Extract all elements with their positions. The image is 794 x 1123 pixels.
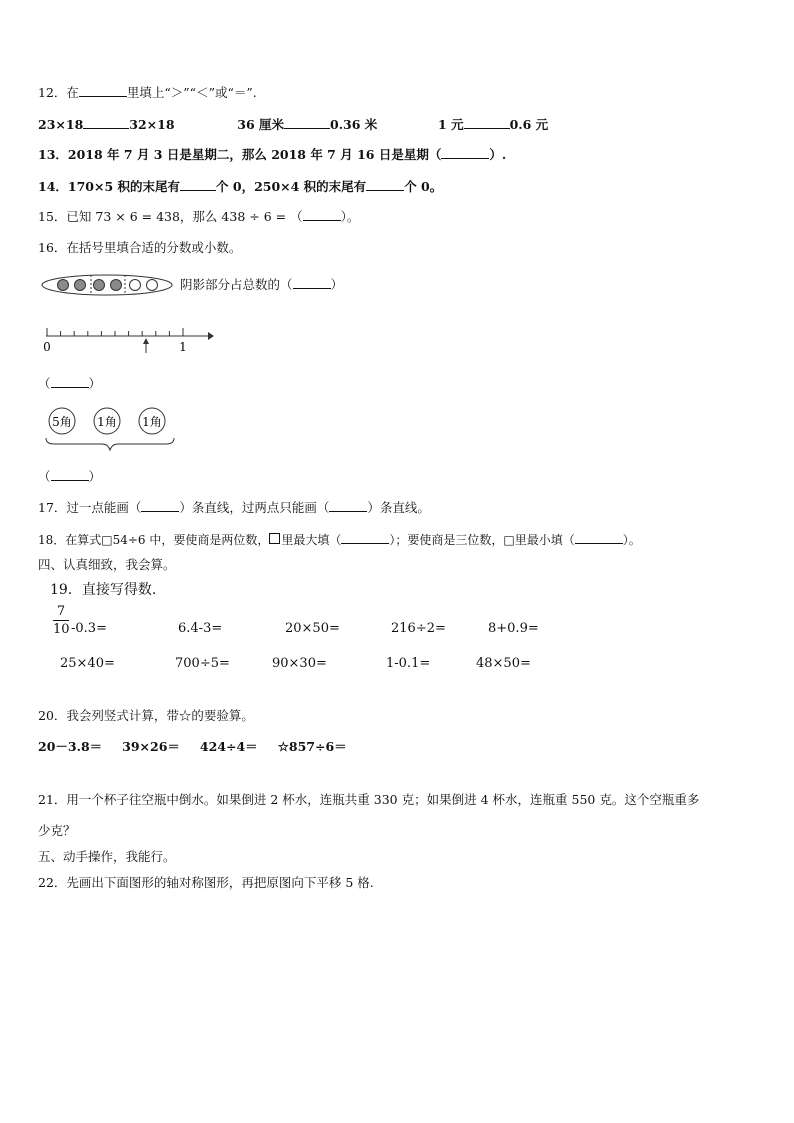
q21-line-2: 少克？	[38, 823, 76, 838]
calc-item: 8+0.9=	[488, 621, 539, 636]
answer-blank[interactable]	[293, 277, 331, 289]
answer-blank[interactable]	[329, 500, 367, 512]
calc-item: 48×50=	[476, 656, 531, 671]
q13: 13．2018 年 7 月 3 日是星期二，那么 2018 年 7 月 16 日是星期（ ）.	[38, 147, 507, 162]
answer-blank[interactable]	[284, 116, 330, 129]
section-5-heading: 五、动手操作，我能行。	[38, 849, 176, 864]
empty-circle	[130, 280, 141, 291]
arrow-head-icon	[208, 332, 214, 340]
pointer-arrowhead-icon	[143, 338, 149, 344]
calc-item: -0.3=	[71, 621, 107, 636]
coins-figure	[42, 404, 178, 452]
answer-blank[interactable]	[141, 500, 179, 512]
q19-title: 19．直接写得数.	[50, 582, 157, 598]
empty-circle	[147, 280, 158, 291]
calc-item: 216÷2=	[391, 621, 446, 636]
q15: 15．已知 73 × 6 = 438，那么 438 ÷ 6 = （ ）。	[38, 209, 360, 224]
coin-label: 1角	[142, 415, 162, 429]
answer-blank[interactable]	[51, 376, 89, 388]
answer-blank[interactable]	[441, 147, 489, 159]
shaded-circles-figure	[40, 272, 176, 298]
answer-blank[interactable]	[180, 178, 216, 191]
box-icon	[269, 533, 280, 544]
fraction: 7 10	[53, 604, 70, 637]
answer-blank[interactable]	[366, 178, 404, 191]
calc-item: 90×30=	[272, 656, 327, 671]
coin-label: 1角	[97, 415, 117, 429]
answer-blank[interactable]	[51, 469, 89, 481]
q16-answer-3: （ ）	[38, 469, 102, 484]
number-line	[38, 322, 218, 358]
q20-title: 20．我会列竖式计算，带☆的要验算。	[38, 708, 254, 723]
brace-icon	[46, 438, 174, 450]
answer-blank[interactable]	[464, 116, 510, 129]
calc-item: 1-0.1=	[386, 656, 431, 671]
answer-blank[interactable]	[83, 116, 129, 129]
answer-blank[interactable]	[79, 84, 127, 97]
shaded-circle	[94, 280, 105, 291]
q20-items: 20－3.8＝ 39×26＝ 424÷4＝ ☆857÷6＝	[38, 739, 347, 754]
q16-stem: 16．在括号里填合适的分数或小数。	[38, 240, 242, 255]
calc-item: 20×50=	[285, 621, 340, 636]
fig1-caption: 阴影部分占总数的（ ）	[180, 277, 344, 292]
answer-blank[interactable]	[303, 209, 341, 221]
q16-answer-2: （ ）	[38, 376, 102, 391]
shaded-circle	[111, 280, 122, 291]
answer-blank[interactable]	[341, 532, 389, 544]
q17: 17．过一点能画（ ）条直线，过两点只能画（ ）条直线。	[38, 500, 430, 515]
calc-item: 25×40=	[60, 656, 115, 671]
section-4-heading: 四、认真细致，我会算。	[38, 557, 176, 572]
q12-items: 23×18 32×18 36 厘米 0.36 米 1 元 0.6 元	[38, 117, 549, 132]
calc-item: 700÷5=	[175, 656, 230, 671]
q21-line-1: 21．用一个杯子往空瓶中倒水。如果倒进 2 杯水，连瓶共重 330 克；如果倒进 4 杯水，连瓶重 550 克。这个空瓶重多	[38, 792, 700, 807]
label-zero: 0	[43, 340, 51, 354]
label-one: 1	[179, 340, 187, 354]
q12-stem: 12．在 里填上“＞”“＜”或“＝”.	[38, 85, 257, 100]
coin-label: 5角	[52, 415, 72, 429]
q18: 18．在算式□54÷6 中，要使商是两位数， 里最大填（ ）；要使商是三位数，□里最小填（ ）。	[38, 533, 641, 547]
tick-marks	[47, 328, 183, 336]
answer-blank[interactable]	[575, 532, 623, 544]
q14: 14．170×5 积的末尾有 个 0，250×4 积的末尾有 个 0。	[38, 179, 443, 194]
shaded-circle	[58, 280, 69, 291]
calc-item: 6.4-3=	[178, 621, 223, 636]
shaded-circle	[75, 280, 86, 291]
q22: 22．先画出下面图形的轴对称图形，再把原图向下平移 5 格.	[38, 875, 374, 890]
